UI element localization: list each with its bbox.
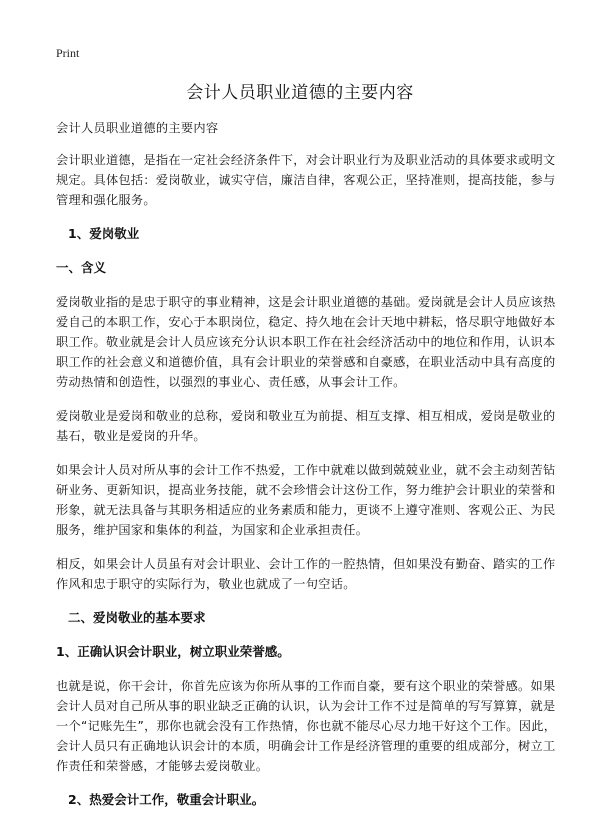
subsection-heading-requirements: 二、爱岗敬业的基本要求 (68, 610, 206, 625)
document-subtitle: 会计人员职业道德的主要内容 (56, 121, 219, 135)
paragraph-1: 爱岗敬业指的是忠于职守的事业精神，这是会计职业道德的基础。爱岗就是会计人员应该热爱自己的本职工作，安心于本职岗位，稳定、持久地在会计天地中耕耘，恪尽职守地做好本职工作。敬业就是会计人员应该充分认识本职工作在社会经济活动中的地位和作用，认识本职工作的社会意义和道德价值，具有会计职业的荣誉感和自豪感，在职业活动中具有高度的劳动热情和创造性，以强烈的事业心、责任感，从事会计工作。 (56, 295, 556, 389)
subsection-heading-meaning: 一、含义 (56, 260, 107, 275)
paragraph-5: 也就是说，你干会计，你首先应该为你所从事的工作而自豪，要有这个职业的荣誉感。如果会计人员对自己所从事的职业缺乏正确的认识，认为会计工作不过是简单的写写算算，就是一个“记账先生”，那你也就会没有工作热情，你也就不能尽心尽力地干好这个工作。因此，会计人员只有正确地认识会计的本质，明确会计工作是经济管理的重要的组成部分，树立工作责任和荣誉感，才能够去爱岗敬业。 (56, 679, 557, 773)
intro-paragraph: 会计职业道德，是指在一定社会经济条件下，对会计职业行为及职业活动的具体要求或明文规定。具体包括：爱岗敬业，诚实守信，廉洁自律，客观公正，坚持准则，提高技能，参与管理和强化服务。 (56, 153, 556, 207)
paragraph-4: 相反，如果会计人员虽有对会计职业、会计工作的一腔热情，但如果没有勤奋、踏实的工作作风和忠于职守的实际行为，敬业也就成了一句空话。 (56, 557, 556, 591)
section-heading-1: 1、爱岗敬业 (68, 226, 140, 241)
document-body (56, 118, 560, 824)
requirement-heading-1: 1、正确认识会计职业，树立职业荣誉感。 (56, 644, 290, 659)
requirement-heading-2: 2、热爱会计工作，敬重会计职业。 (68, 792, 265, 807)
document-title: 会计人员职业道德的主要内容 (186, 83, 414, 103)
paragraph-2: 爱岗敬业是爱岗和敬业的总称，爱岗和敬业互为前提、相互支撑、相互相成，爱岗是敬业的基石，敬业是爱岗的升华。 (56, 409, 556, 443)
print-label: Print (56, 46, 80, 60)
paragraph-3: 如果会计人员对所从事的会计工作不热爱，工作中就难以做到兢兢业业，就不会主动刻苦钻研业务、更新知识，提高业务技能，就不会珍惜会计这份工作，努力维护会计职业的荣誉和形象，就无法具备与其职务相适应的业务素质和能力，更谈不上遵守准则、客观公正、为民服务，维护国家和集体的利益，为国家和企业承担责任。 (56, 463, 556, 537)
